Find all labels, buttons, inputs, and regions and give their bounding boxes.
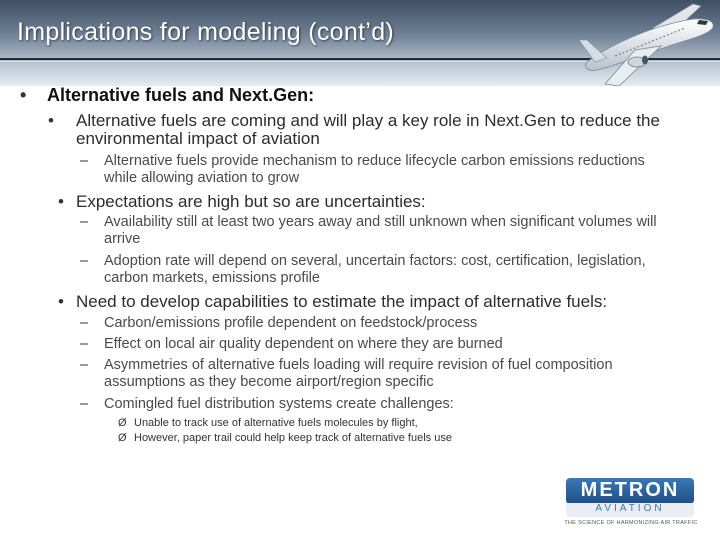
- bullet-coming-line1: Alternative fuels are coming and will play a key role in Next.Gen to reduce the: [76, 111, 660, 130]
- logo-sub: AVIATION: [595, 503, 665, 514]
- bullet-marker: •: [20, 85, 27, 105]
- bullet-adoption-line1: Adoption rate will depend on several, uncertain factors: cost, certification, legislation,: [104, 253, 646, 269]
- dash-marker: –: [80, 336, 89, 352]
- bullet-coming-line2: environmental impact of aviation: [76, 129, 320, 148]
- bullet-marker: •: [48, 111, 54, 130]
- bullet-expectations: Expectations are high but so are uncertainties:: [76, 192, 426, 211]
- logo-sub-band: [566, 503, 694, 517]
- arrow-marker-icon: Ø: [118, 432, 127, 444]
- bullet-availability-line2: arrive: [104, 231, 141, 247]
- bullet-mechanism-line1: Alternative fuels provide mechanism to reduce lifecycle carbon emissions reductions: [104, 153, 645, 169]
- arrow-marker-icon: Ø: [118, 417, 127, 429]
- logo-name: METRON: [580, 479, 680, 501]
- bullet-asymmetries-line1: Asymmetries of alternative fuels loading will require revision of fuel composition: [104, 357, 613, 373]
- bullet-need-capabilities: Need to develop capabilities to estimate the impact of alternative fuels:: [76, 292, 608, 311]
- dash-marker: –: [80, 396, 89, 412]
- bullet-paper-trail: However, paper trail could help keep track of alternative fuels use: [134, 432, 452, 444]
- metron-aviation-logo: [560, 470, 700, 530]
- bullet-marker: •: [58, 292, 64, 311]
- slide-title: Implications for modeling (cont’d): [17, 18, 395, 46]
- bullet-unable-track: Unable to track use of alternative fuels molecules by flight,: [134, 417, 418, 429]
- bullet-marker: •: [58, 192, 64, 211]
- bullet-carbon-profile: Carbon/emissions profile dependent on feedstock/process: [104, 315, 478, 331]
- bullet-asymmetries-line2: assumptions as they become airport/region specific: [104, 374, 434, 390]
- bullet-comingled: Comingled fuel distribution systems create challenges:: [104, 396, 454, 412]
- bullet-alt-fuels-nextgen: Alternative fuels and Next.Gen:: [47, 85, 315, 105]
- logo-tagline: THE SCIENCE OF HARMONIZING AIR TRAFFIC: [564, 520, 698, 526]
- bullet-air-quality: Effect on local air quality dependent on where they are burned: [104, 336, 503, 352]
- dash-marker: –: [80, 214, 89, 230]
- bullet-availability-line1: Availability still at least two years away and still unknown when significant volumes will: [104, 214, 657, 230]
- logo-badge: [566, 478, 694, 504]
- dash-marker: –: [80, 357, 89, 373]
- dash-marker: –: [80, 153, 89, 169]
- dash-marker: –: [80, 315, 89, 331]
- bullet-mechanism-line2: while allowing aviation to grow: [104, 170, 300, 186]
- bullet-adoption-line2: carbon markets, emissions profile: [104, 270, 320, 286]
- dash-marker: –: [80, 253, 89, 269]
